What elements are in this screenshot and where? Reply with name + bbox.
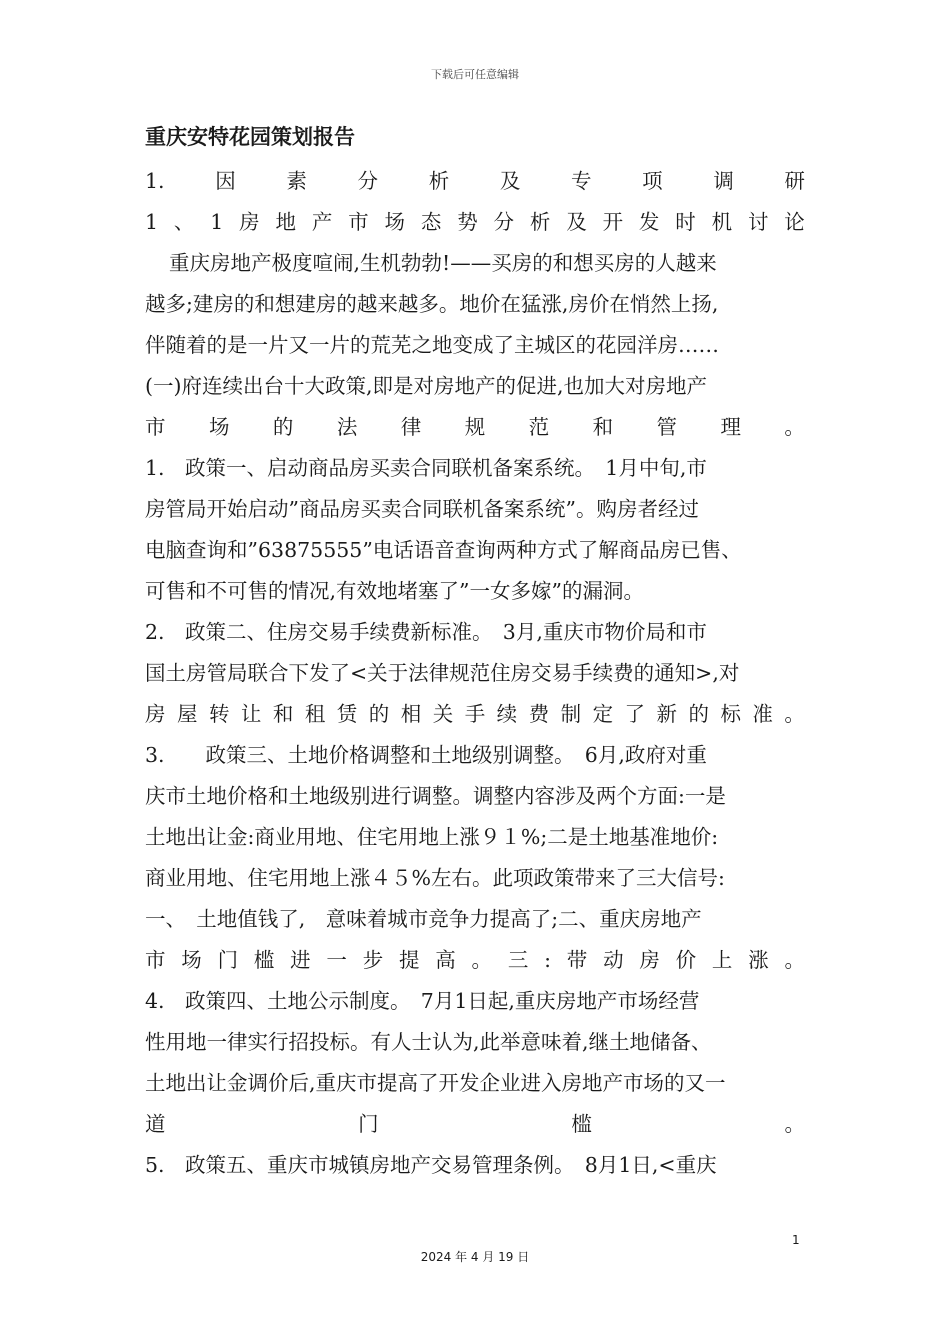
text-line: 可售和不可售的情况,有效地堵塞了”一女多嫁”的漏洞。 bbox=[145, 579, 644, 603]
text-token: 和 bbox=[592, 415, 614, 439]
text-token: 标 bbox=[720, 702, 741, 726]
text-token: 1 bbox=[210, 210, 224, 234]
text-token: 上 bbox=[711, 948, 733, 972]
text-token: 道 bbox=[145, 1112, 166, 1136]
text-token: 发 bbox=[638, 210, 660, 234]
text-token: 项 bbox=[642, 169, 663, 193]
text-token: : bbox=[544, 948, 552, 972]
text-line: 房管局开始启动”商品房买卖合同联机备案系统”。购房者经过 bbox=[145, 497, 699, 521]
text-token: 费 bbox=[528, 702, 550, 726]
text-line: 电脑查询和”63875555”电话语音查询两种方式了解商品房已售、 bbox=[145, 538, 742, 562]
text-token: 高 bbox=[435, 948, 456, 972]
text-token: 专 bbox=[571, 169, 592, 193]
text-token: 态 bbox=[420, 210, 442, 234]
text-token: 分 bbox=[493, 210, 515, 234]
text-token: 场 bbox=[384, 210, 405, 234]
text-token: 房 bbox=[145, 702, 166, 726]
text-token: 赁 bbox=[336, 702, 358, 726]
text-token: 市 bbox=[145, 948, 166, 972]
text-token: 律 bbox=[400, 415, 422, 439]
text-token: 的 bbox=[688, 702, 709, 726]
text-token: 和 bbox=[272, 702, 294, 726]
text-token: 房 bbox=[639, 948, 660, 972]
text-line: 庆市土地价格和土地级别进行调整。调整内容涉及两个方面:一是 bbox=[145, 784, 726, 808]
text-line: 4. 政策四、土地公示制度。 7月1日起,重庆房地产市场经营 bbox=[145, 989, 700, 1013]
text-line: 重庆房地产极度喧闹,生机勃勃!——买房的和想买房的人越来 bbox=[169, 251, 717, 275]
text-token: 因 bbox=[215, 169, 236, 193]
text-token: 及 bbox=[566, 210, 587, 234]
text-token: 素 bbox=[286, 169, 307, 193]
text-token: 制 bbox=[560, 702, 582, 726]
text-token: 1 bbox=[145, 210, 159, 234]
text-line: 3. 政策三、土地价格调整和土地级别调整。 6月,政府对重 bbox=[145, 743, 707, 767]
text-line: 性用地一律实行招投标。有人士认为,此举意味着,继土地储备、 bbox=[145, 1030, 712, 1054]
text-token: 1. bbox=[145, 169, 165, 193]
text-line bbox=[145, 1104, 805, 1145]
text-token: 手 bbox=[464, 702, 486, 726]
text-token: 价 bbox=[675, 948, 697, 972]
document-body bbox=[145, 161, 805, 1186]
text-token: 时 bbox=[675, 210, 696, 234]
text-token: 调 bbox=[713, 169, 734, 193]
text-line: 2. 政策二、住房交易手续费新标准。 3月,重庆市物价局和市 bbox=[145, 620, 707, 644]
text-token: 市 bbox=[145, 415, 166, 439]
text-token: 地 bbox=[275, 210, 296, 234]
text-line: 国土房管局联合下发了<关于法律规范住房交易手续费的通知>,对 bbox=[145, 661, 740, 685]
text-token: 。 bbox=[784, 948, 805, 972]
text-token: 法 bbox=[336, 415, 358, 439]
text-token: 讨 bbox=[747, 210, 769, 234]
text-token: 。 bbox=[471, 948, 493, 972]
text-token: 场 bbox=[208, 415, 230, 439]
text-token: 门 bbox=[217, 948, 239, 972]
text-line: 5. 政策五、重庆市城镇房地产交易管理条例。 8月1日,<重庆 bbox=[145, 1153, 717, 1177]
text-token: 槛 bbox=[253, 948, 275, 972]
text-token: 析 bbox=[428, 169, 450, 193]
text-line bbox=[145, 694, 805, 735]
text-token: 关 bbox=[432, 702, 454, 726]
footer-date: 2024 年 4 月 19 日 bbox=[420, 1250, 530, 1264]
text-token: 。 bbox=[784, 415, 805, 439]
text-token: 屋 bbox=[176, 702, 198, 726]
text-line: 越多;建房的和想建房的越来越多。地价在猛涨,房价在悄然上扬, bbox=[145, 292, 719, 316]
header-note: 下载后可任意编辑 bbox=[431, 68, 519, 81]
text-token: 开 bbox=[602, 210, 624, 234]
document-title: 重庆安特花园策划报告 bbox=[145, 125, 355, 149]
text-line: 一、 土地值钱了, 意味着城市竞争力提高了;二、重庆房地产 bbox=[145, 907, 702, 931]
text-token: 新 bbox=[656, 702, 677, 726]
text-token: 相 bbox=[400, 702, 422, 726]
text-token: 续 bbox=[496, 702, 518, 726]
text-token: 产 bbox=[311, 210, 333, 234]
text-line bbox=[145, 940, 805, 981]
text-token: 研 bbox=[784, 169, 805, 193]
text-token: 房 bbox=[239, 210, 260, 234]
text-token: 规 bbox=[464, 415, 486, 439]
text-token: 的 bbox=[272, 415, 294, 439]
text-line: 土地出让金:商业用地、住宅用地上涨９１%;二是土地基准地价: bbox=[145, 825, 719, 849]
text-token: 租 bbox=[304, 702, 326, 726]
text-token: 了 bbox=[624, 702, 646, 726]
text-token: 分 bbox=[357, 169, 379, 193]
text-token: 转 bbox=[208, 702, 230, 726]
text-token: 、 bbox=[173, 210, 195, 234]
text-token: 步 bbox=[362, 948, 384, 972]
text-token: 。 bbox=[784, 702, 805, 726]
text-token: 论 bbox=[784, 210, 805, 234]
text-line bbox=[145, 161, 805, 202]
text-token: 及 bbox=[499, 169, 521, 193]
text-token: 一 bbox=[326, 948, 347, 972]
text-token: 范 bbox=[528, 415, 550, 439]
text-line: (一)府连续出台十大政策,即是对房地产的促进,也加大对房地产 bbox=[145, 374, 708, 398]
text-token: 析 bbox=[529, 210, 551, 234]
text-line bbox=[145, 407, 805, 448]
text-token: 门 bbox=[358, 1112, 379, 1136]
text-line bbox=[145, 202, 805, 243]
text-token: 。 bbox=[784, 1112, 805, 1136]
text-token: 定 bbox=[592, 702, 614, 726]
text-token: 进 bbox=[290, 948, 311, 972]
text-token: 理 bbox=[720, 415, 741, 439]
text-token: 动 bbox=[603, 948, 624, 972]
text-token: 管 bbox=[656, 415, 677, 439]
text-token: 场 bbox=[181, 948, 202, 972]
text-token: 的 bbox=[368, 702, 390, 726]
text-line: 土地出让金调价后,重庆市提高了开发企业进入房地产市场的又一 bbox=[145, 1071, 726, 1095]
text-line: 商业用地、住宅用地上涨４５%左右。此项政策带来了三大信号: bbox=[145, 866, 725, 890]
text-line: 1. 政策一、启动商品房买卖合同联机备案系统。 1月中旬,市 bbox=[145, 456, 707, 480]
text-token: 势 bbox=[457, 210, 478, 234]
text-token: 准 bbox=[752, 702, 773, 726]
text-token: 槛 bbox=[571, 1112, 592, 1136]
text-token: 带 bbox=[566, 948, 588, 972]
text-token: 三 bbox=[507, 948, 529, 972]
text-token: 涨 bbox=[748, 948, 769, 972]
text-token: 市 bbox=[348, 210, 369, 234]
page-number: 1 bbox=[792, 1233, 800, 1247]
text-token: 机 bbox=[711, 210, 733, 234]
text-token: 让 bbox=[240, 702, 262, 726]
text-token: 提 bbox=[398, 948, 420, 972]
text-line: 伴随着的是一片又一片的荒芜之地变成了主城区的花园洋房…… bbox=[145, 333, 719, 357]
